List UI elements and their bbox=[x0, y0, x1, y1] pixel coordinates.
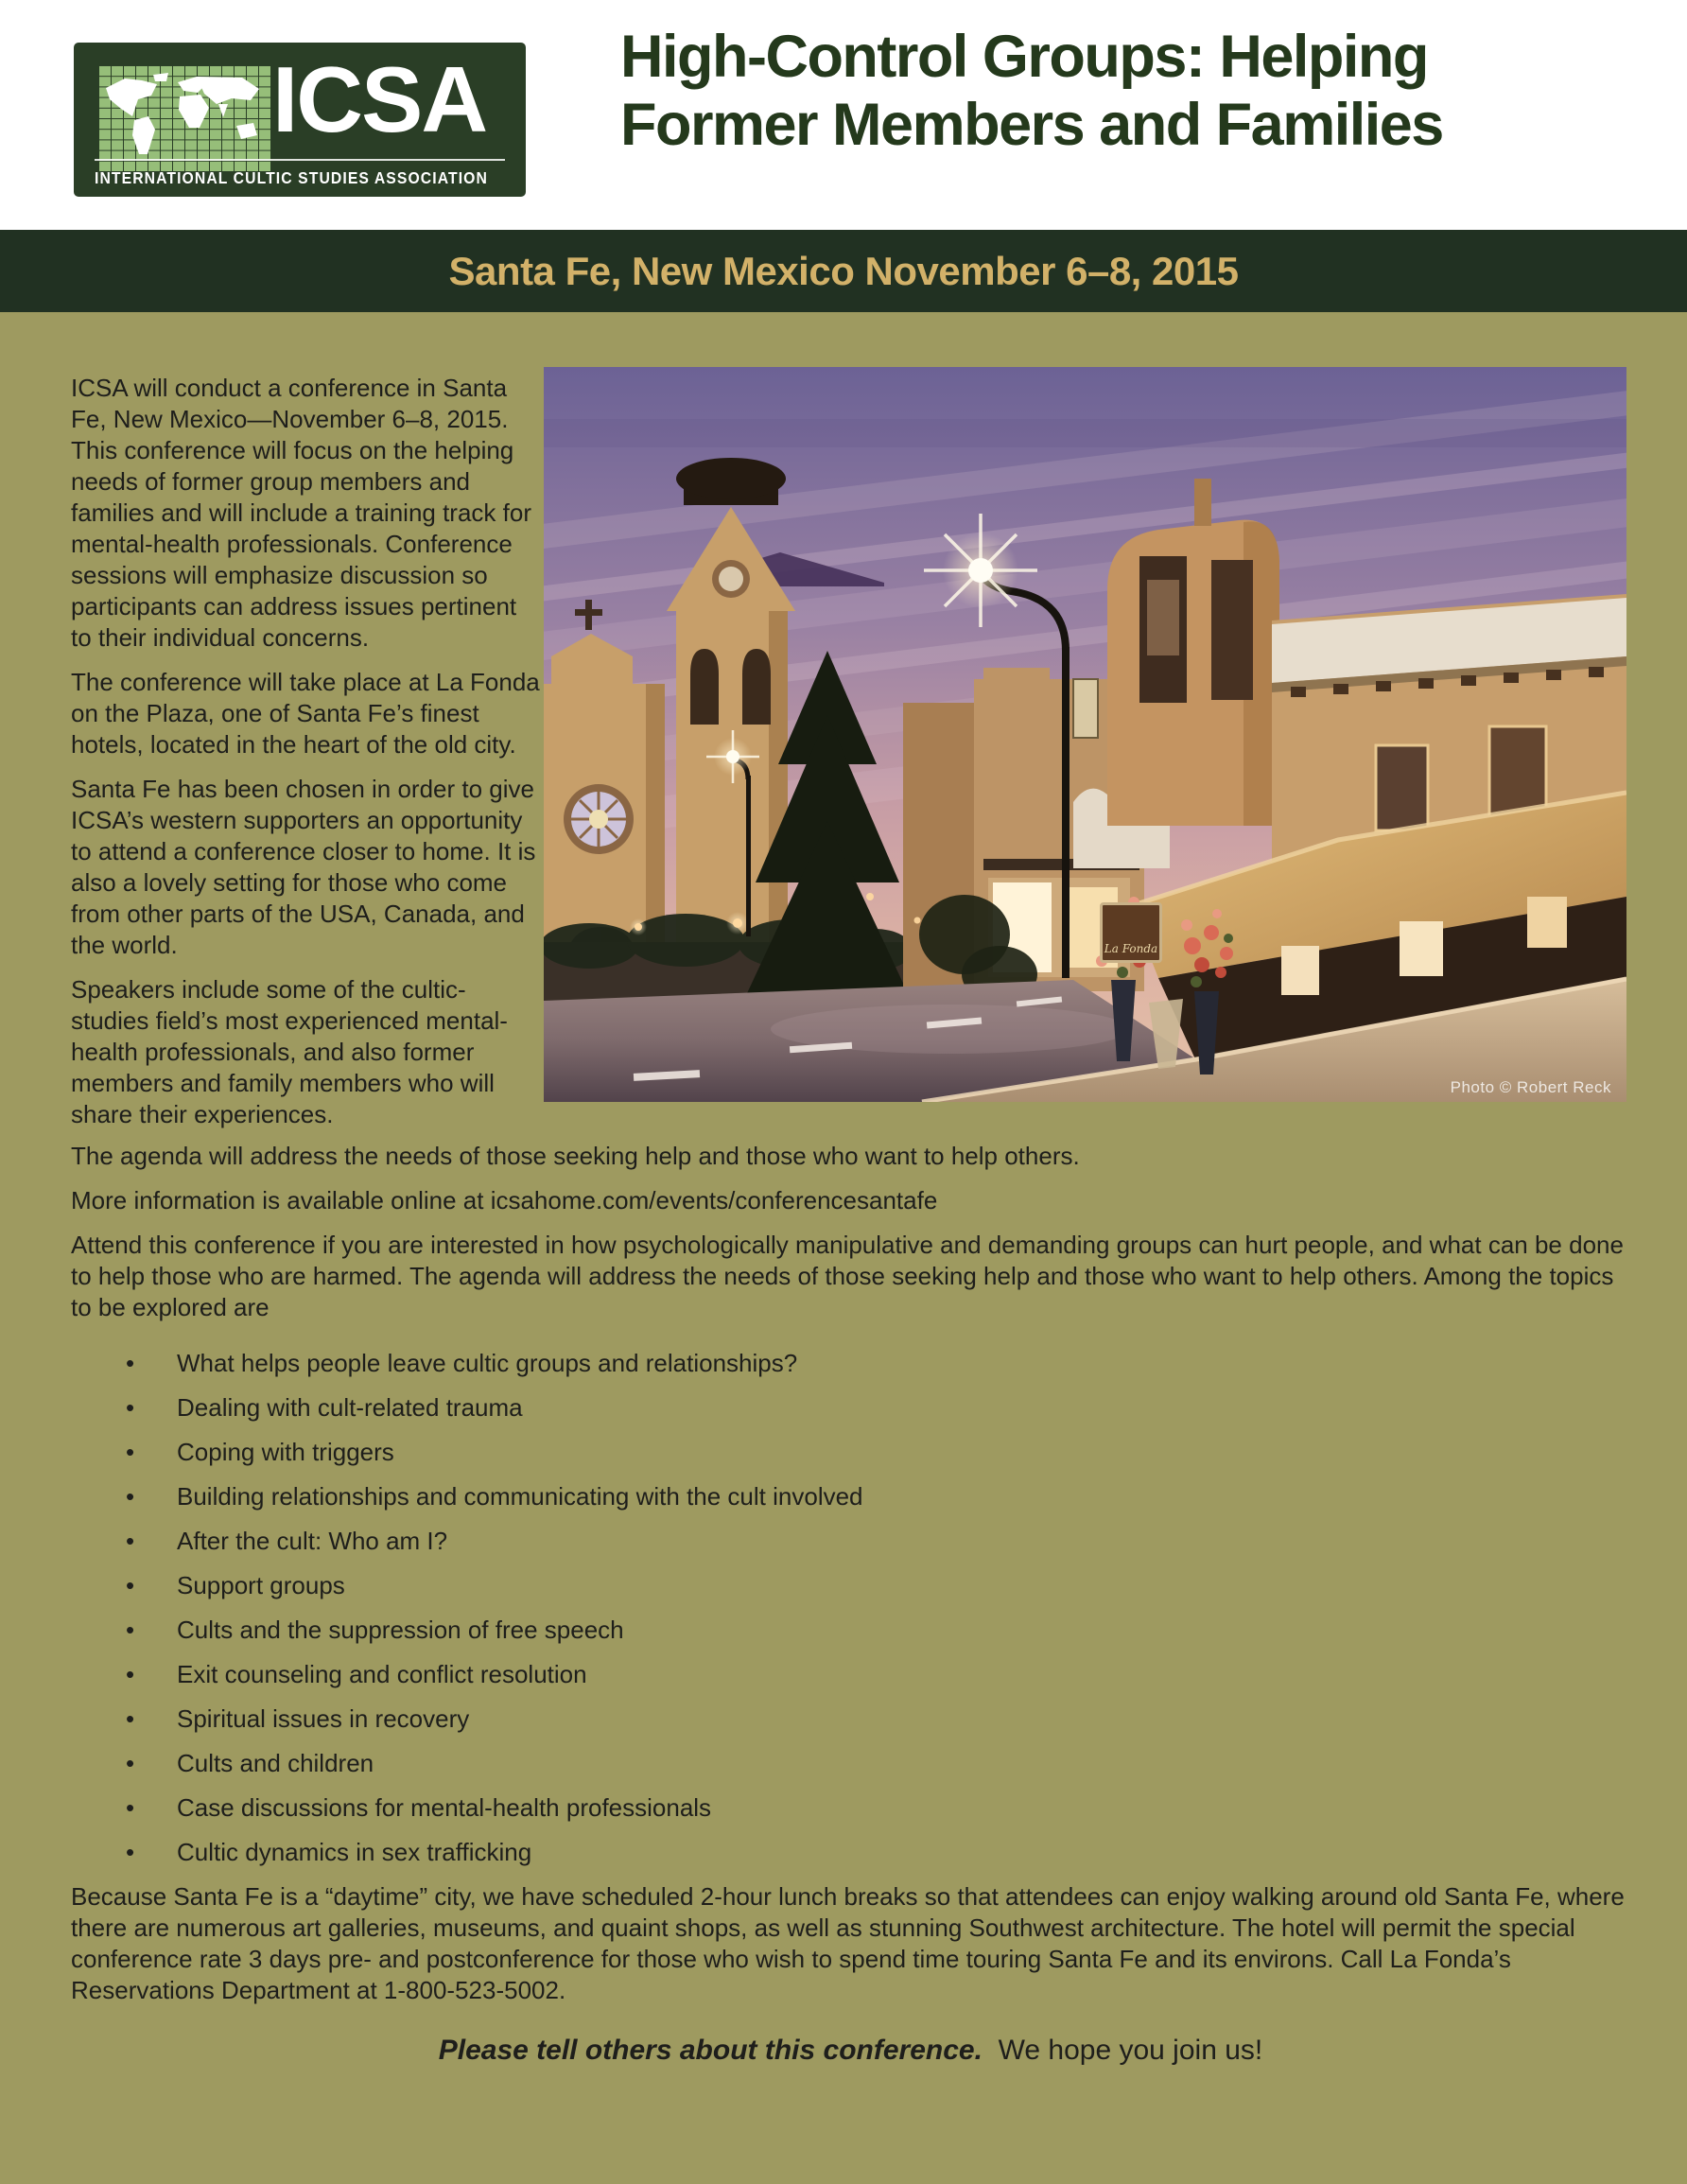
la-fonda-sign bbox=[1100, 902, 1162, 963]
topic-text: Coping with triggers bbox=[177, 1438, 394, 1466]
topic-text: Support groups bbox=[177, 1571, 345, 1599]
world-map-grid-icon bbox=[98, 65, 270, 171]
intro-paragraph: Santa Fe has been chosen in order to give ICSA’s western supporters an opportunity to attend a conference closer to home. It is also a lovely setting for those who come from other parts of the USA, Canada, and the world. bbox=[71, 775, 536, 959]
topic-text: Spiritual issues in recovery bbox=[177, 1704, 470, 1733]
topic-text: Cultic dynamics in sex trafficking bbox=[177, 1838, 532, 1866]
conference-url: icsahome.com/events/conferencesantafe bbox=[490, 1186, 938, 1214]
date-banner-text: Santa Fe, New Mexico November 6–8, 2015 bbox=[448, 248, 1239, 293]
topic-text: Dealing with cult-related trauma bbox=[177, 1393, 523, 1422]
topic-item bbox=[71, 1437, 1630, 1468]
topic-text: Cults and children bbox=[177, 1749, 374, 1777]
closing-tagline bbox=[990, 2035, 1262, 2066]
closing-line bbox=[71, 2035, 1630, 2067]
intro-paragraph: ICSA will conduct a conference in Santa Fe, New Mexico—November 6–8, 2015. This conference will focus on the helping needs of former group members and families and will include a training track for mental-health professionals. Conference sessions will emphasize discussion so participants can address issues pertinent to their individual concerns. bbox=[71, 374, 531, 652]
conference-photo bbox=[544, 367, 1626, 1102]
closing-paragraph: Because Santa Fe is a “daytime” city, we have scheduled 2-hour lunch breaks so that attendees can enjoy walking around old Santa Fe, where there are numerous art galleries, museums, and quaint shops, as well as stunning Southwest architecture. The hotel will permit the special conference rate 3 days pre- and postconference for those who wish to spend time touring Santa Fe and its environs. Call La Fonda’s Reservations Department at 1-800-523-5002. bbox=[71, 1882, 1625, 2004]
topic-item bbox=[71, 1615, 1630, 1646]
santa-fe-street-scene bbox=[544, 367, 1626, 1102]
topic-text: Case discussions for mental-health professionals bbox=[177, 1793, 712, 1822]
attend-paragraph: Attend this conference if you are interested in how psychologically manipulative and demanding groups can hurt people, and what can be done to help those who are harmed. The agenda will address the needs of those seeking help and those who want to help others. Among the topics to be explored are bbox=[71, 1231, 1624, 1321]
closing-emphasis: Please tell others about this conference. bbox=[438, 2035, 983, 2066]
more-info-paragraph bbox=[71, 1185, 1630, 1216]
icsa-logo bbox=[74, 43, 526, 197]
topic-item bbox=[71, 1659, 1630, 1690]
topic-item bbox=[71, 1392, 1630, 1424]
topic-item bbox=[71, 1481, 1630, 1512]
page-title: High-Control Groups: Helping Former Members and Families bbox=[620, 24, 1443, 158]
closing-tagline-text: We hope you join us! bbox=[998, 2035, 1263, 2066]
topic-item bbox=[71, 1837, 1630, 1868]
topic-text: Cults and the suppression of free speech bbox=[177, 1616, 624, 1644]
main-content bbox=[0, 312, 1687, 2184]
topic-item bbox=[71, 1526, 1630, 1557]
topic-text: Building relationships and communicating with the cult involved bbox=[177, 1482, 863, 1511]
date-banner bbox=[0, 230, 1687, 312]
topic-text: What helps people leave cultic groups and relationships? bbox=[177, 1349, 798, 1377]
topic-item bbox=[71, 1792, 1630, 1824]
topic-item bbox=[71, 1704, 1630, 1735]
logo-divider bbox=[95, 159, 505, 161]
topic-item bbox=[71, 1348, 1630, 1379]
topic-item bbox=[71, 1748, 1630, 1779]
topics-list bbox=[71, 1348, 1630, 1868]
photo-caption: Photo © Robert Reck bbox=[1450, 1078, 1611, 1096]
intro-column bbox=[71, 373, 542, 1141]
intro-paragraph: Speakers include some of the cultic-studies field’s most experienced mental-health professionals, and also former members and family members who will share their experiences. bbox=[71, 975, 508, 1128]
topic-item bbox=[71, 1570, 1630, 1601]
agenda-paragraph: The agenda will address the needs of those seeking help and those who want to help others. bbox=[71, 1142, 1080, 1170]
logo-acronym: ICSA bbox=[272, 47, 487, 151]
more-info-text: More information is available online at bbox=[71, 1186, 491, 1214]
logo-name: INTERNATIONAL CULTIC STUDIES ASSOCIATION bbox=[95, 168, 488, 187]
intro-paragraph: The conference will take place at La Fonda on the Plaza, one of Santa Fe’s finest hotels, located in the heart of the old city. bbox=[71, 668, 540, 759]
topic-text: Exit counseling and conflict resolution bbox=[177, 1660, 587, 1688]
la-fonda-sign-text: La Fonda bbox=[1104, 942, 1158, 955]
topic-text: After the cult: Who am I? bbox=[177, 1527, 448, 1555]
header bbox=[0, 0, 1687, 230]
